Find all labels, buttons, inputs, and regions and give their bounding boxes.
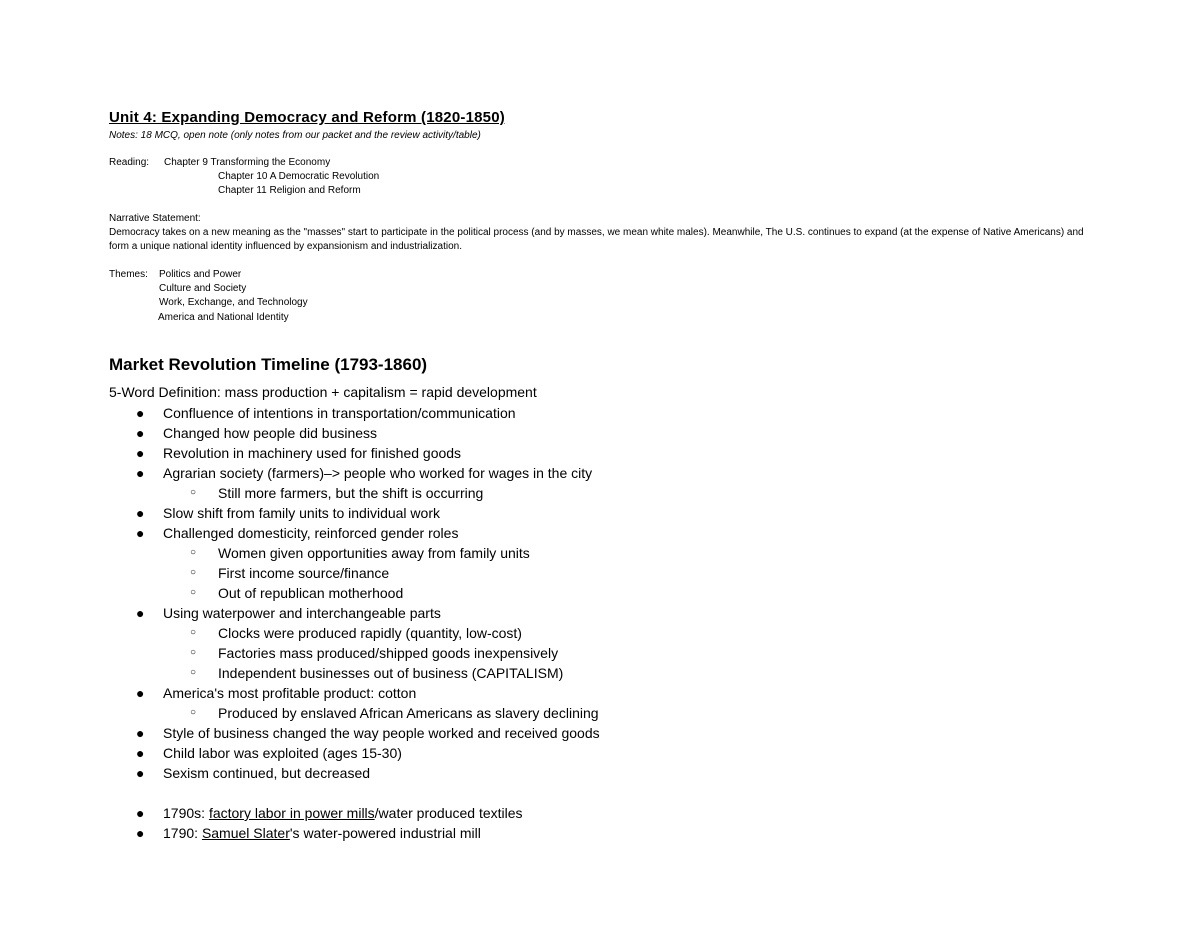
- list-item: ● Revolution in machinery used for finished goods: [136, 445, 462, 461]
- hollow-bullet-icon: ○: [190, 567, 197, 578]
- hollow-bullet-icon: ○: [190, 647, 197, 658]
- unit-title: Unit 4: Expanding Democracy and Reform (1820-1850): [109, 109, 505, 126]
- hollow-bullet-icon: ○: [190, 487, 197, 498]
- sub-list-item: ○ First income source/finance: [190, 565, 390, 581]
- factory-labor-link[interactable]: factory labor in power mills: [208, 805, 375, 821]
- hollow-bullet-icon: ○: [190, 587, 197, 598]
- list-item: ● Changed how people did business: [136, 425, 378, 441]
- bullet-list: [0, 403, 1200, 843]
- list-item: ● Confluence of intentions in transportation/communication: [136, 405, 516, 421]
- list-item: ● Sexism continued, but decreased: [136, 765, 371, 781]
- bullet-icon: ●: [136, 445, 145, 461]
- hollow-bullet-icon: ○: [190, 667, 197, 678]
- sub-list-item: ○ Produced by enslaved African Americans as slavery declining: [190, 705, 599, 721]
- list-item: ● Slow shift from family units to individual work: [136, 505, 440, 521]
- sub-list-item: ○ Women given opportunities away from family units: [190, 545, 530, 561]
- hollow-bullet-icon: ○: [190, 547, 197, 558]
- reading-label: Reading:: [109, 157, 150, 168]
- bullet-icon: ●: [136, 605, 145, 621]
- bullet-icon: ●: [136, 505, 145, 521]
- bullet-icon: ●: [136, 805, 145, 821]
- bullet-icon: ●: [136, 685, 145, 701]
- sub-list-item: ○ Out of republican motherhood: [190, 585, 404, 601]
- sub-list-item: ○ Factories mass produced/shipped goods inexpensively: [190, 645, 559, 661]
- narrative-text: Democracy takes on a new meaning as the "masses" start to participate in the political process (and by masses, we mean white males). Meanwhile, The U.S. continues to expand (at the expense of Native Americans) and form a unique national identity influenced by expansionism and industrialization.: [109, 227, 1084, 252]
- list-item: ● Using waterpower and interchangeable parts: [136, 605, 441, 621]
- list-item: ● Challenged domesticity, reinforced gender roles: [136, 525, 459, 541]
- reading-chapter: Chapter 9 Transforming the Economy: [164, 157, 331, 168]
- bullet-icon: ●: [136, 465, 145, 481]
- bullet-icon: ●: [136, 765, 145, 781]
- theme-item: Culture and Society: [159, 283, 247, 294]
- definition-line: 5-Word Definition: mass production + capitalism = rapid development: [109, 384, 537, 400]
- bullet-icon: ●: [136, 525, 145, 541]
- theme-item: Work, Exchange, and Technology: [159, 297, 308, 308]
- theme-item: America and National Identity: [158, 312, 289, 323]
- timeline-item: ● 1790s: factory labor in power mills/water produced textiles: [136, 805, 523, 821]
- list-item: ● Agrarian society (farmers)–> people who worked for wages in the city: [136, 465, 593, 481]
- bullet-icon: ●: [136, 725, 145, 741]
- themes-label: Themes:: [109, 269, 148, 280]
- narrative-label: Narrative Statement:: [109, 213, 201, 224]
- list-item: ● Style of business changed the way people worked and received goods: [136, 725, 600, 741]
- reading-chapter: Chapter 10 A Democratic Revolution: [218, 171, 380, 182]
- sub-list-item: ○ Clocks were produced rapidly (quantity, low-cost): [190, 625, 522, 641]
- section-title: Market Revolution Timeline (1793-1860): [109, 355, 428, 374]
- bullet-icon: ●: [136, 425, 145, 441]
- bullet-icon: ●: [136, 745, 145, 761]
- spacer: [0, 783, 1200, 803]
- hollow-bullet-icon: ○: [190, 707, 197, 718]
- samuel-slater-link[interactable]: Samuel Slater: [201, 825, 290, 841]
- timeline-item: ● 1790: Samuel Slater's water-powered industrial mill: [136, 825, 481, 841]
- list-item: ● America's most profitable product: cotton: [136, 685, 417, 701]
- sub-list-item: ○ Still more farmers, but the shift is occurring: [190, 485, 484, 501]
- theme-item: Politics and Power: [159, 269, 242, 280]
- bullet-icon: ●: [136, 405, 145, 421]
- sub-list-item: ○ Independent businesses out of business (CAPITALISM): [190, 665, 564, 681]
- hollow-bullet-icon: ○: [190, 627, 197, 638]
- bullet-icon: ●: [136, 825, 145, 841]
- list-item: ● Child labor was exploited (ages 15-30): [136, 745, 402, 761]
- notes-line: Notes: 18 MCQ, open note (only notes from our packet and the review activity/table): [109, 130, 481, 141]
- reading-chapter: Chapter 11 Religion and Reform: [218, 185, 361, 196]
